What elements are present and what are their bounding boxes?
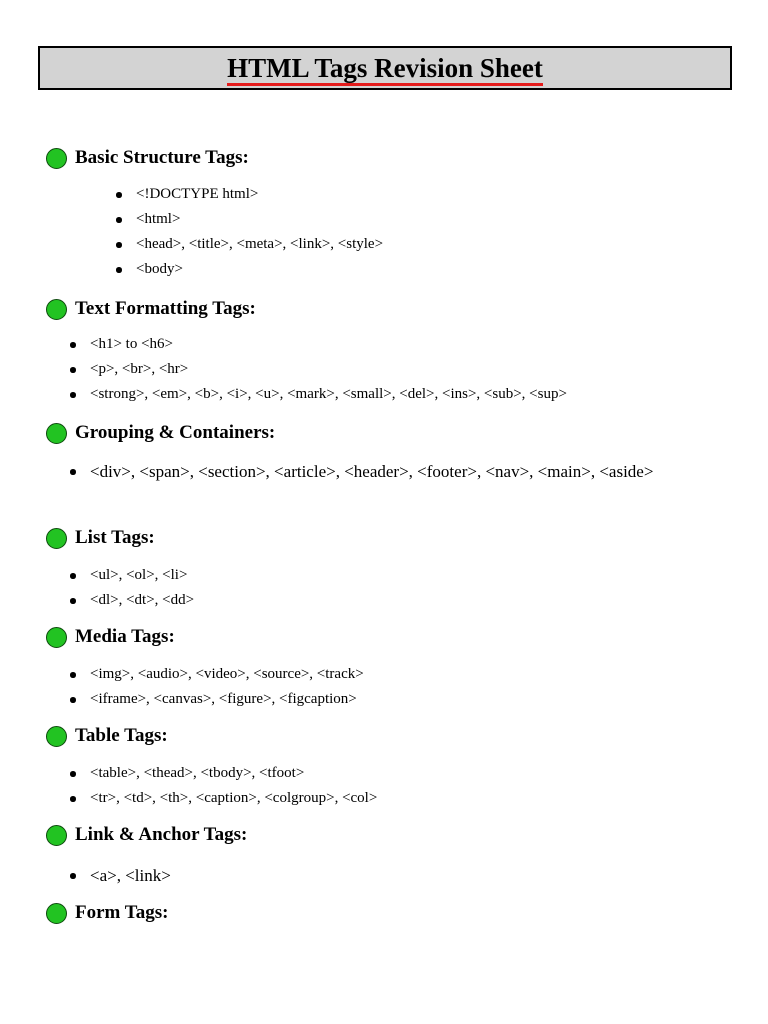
section-form-tags [46,901,168,925]
text-formatting-list [90,332,567,407]
green-circle-icon [46,148,67,169]
section-text-formatting [46,297,256,321]
section-grouping-containers [46,421,275,445]
list-item: <iframe>, <canvas>, <figure>, <figcaption> [90,687,364,712]
grouping-containers-list [90,458,705,485]
green-circle-icon [46,423,67,444]
green-circle-icon [46,825,67,846]
page-title: HTML Tags Revision Sheet [227,53,543,86]
list-item: <img>, <audio>, <video>, <source>, <track> [90,662,364,687]
list-item: <tr>, <td>, <th>, <caption>, <colgroup>, <col> [90,786,377,811]
section-media-tags [46,625,175,649]
list-item: <strong>, <em>, <b>, <i>, <u>, <mark>, <small>, <del>, <ins>, <sub>, <sup> [90,382,567,407]
green-circle-icon [46,528,67,549]
list-item: <h1> to <h6> [90,332,567,357]
green-circle-icon [46,726,67,747]
title-banner [38,46,732,90]
list-item: <ul>, <ol>, <li> [90,563,194,588]
list-item: <div>, <span>, <section>, <article>, <header>, <footer>, <nav>, <main>, <aside> [90,458,705,485]
list-item: <!DOCTYPE html> [136,182,383,207]
list-item: <a>, <link> [90,862,171,889]
link-anchor-list [90,862,171,889]
list-item: <body> [136,257,383,282]
green-circle-icon [46,903,67,924]
section-list-tags [46,526,155,550]
list-item: <table>, <thead>, <tbody>, <tfoot> [90,761,377,786]
green-circle-icon [46,299,67,320]
section-heading: Table Tags: [75,725,168,746]
list-item: <head>, <title>, <meta>, <link>, <style> [136,232,383,257]
green-circle-icon [46,627,67,648]
section-heading: Media Tags: [75,626,175,647]
section-table-tags [46,724,168,748]
section-heading: Form Tags: [75,902,169,923]
section-heading: Text Formatting Tags: [75,298,256,319]
basic-structure-list [136,182,383,282]
list-item: <html> [136,207,383,232]
section-heading: Basic Structure Tags: [75,147,249,168]
section-heading: Link & Anchor Tags: [75,824,248,845]
section-basic-structure [46,146,249,170]
section-heading: List Tags: [75,527,155,548]
section-link-anchor-tags [46,823,247,847]
media-tags-list [90,662,364,712]
section-heading: Grouping & Containers: [75,422,276,443]
list-item: <dl>, <dt>, <dd> [90,588,194,613]
table-tags-list [90,761,377,811]
list-item: <p>, <br>, <hr> [90,357,567,382]
list-tags-list [90,563,194,613]
